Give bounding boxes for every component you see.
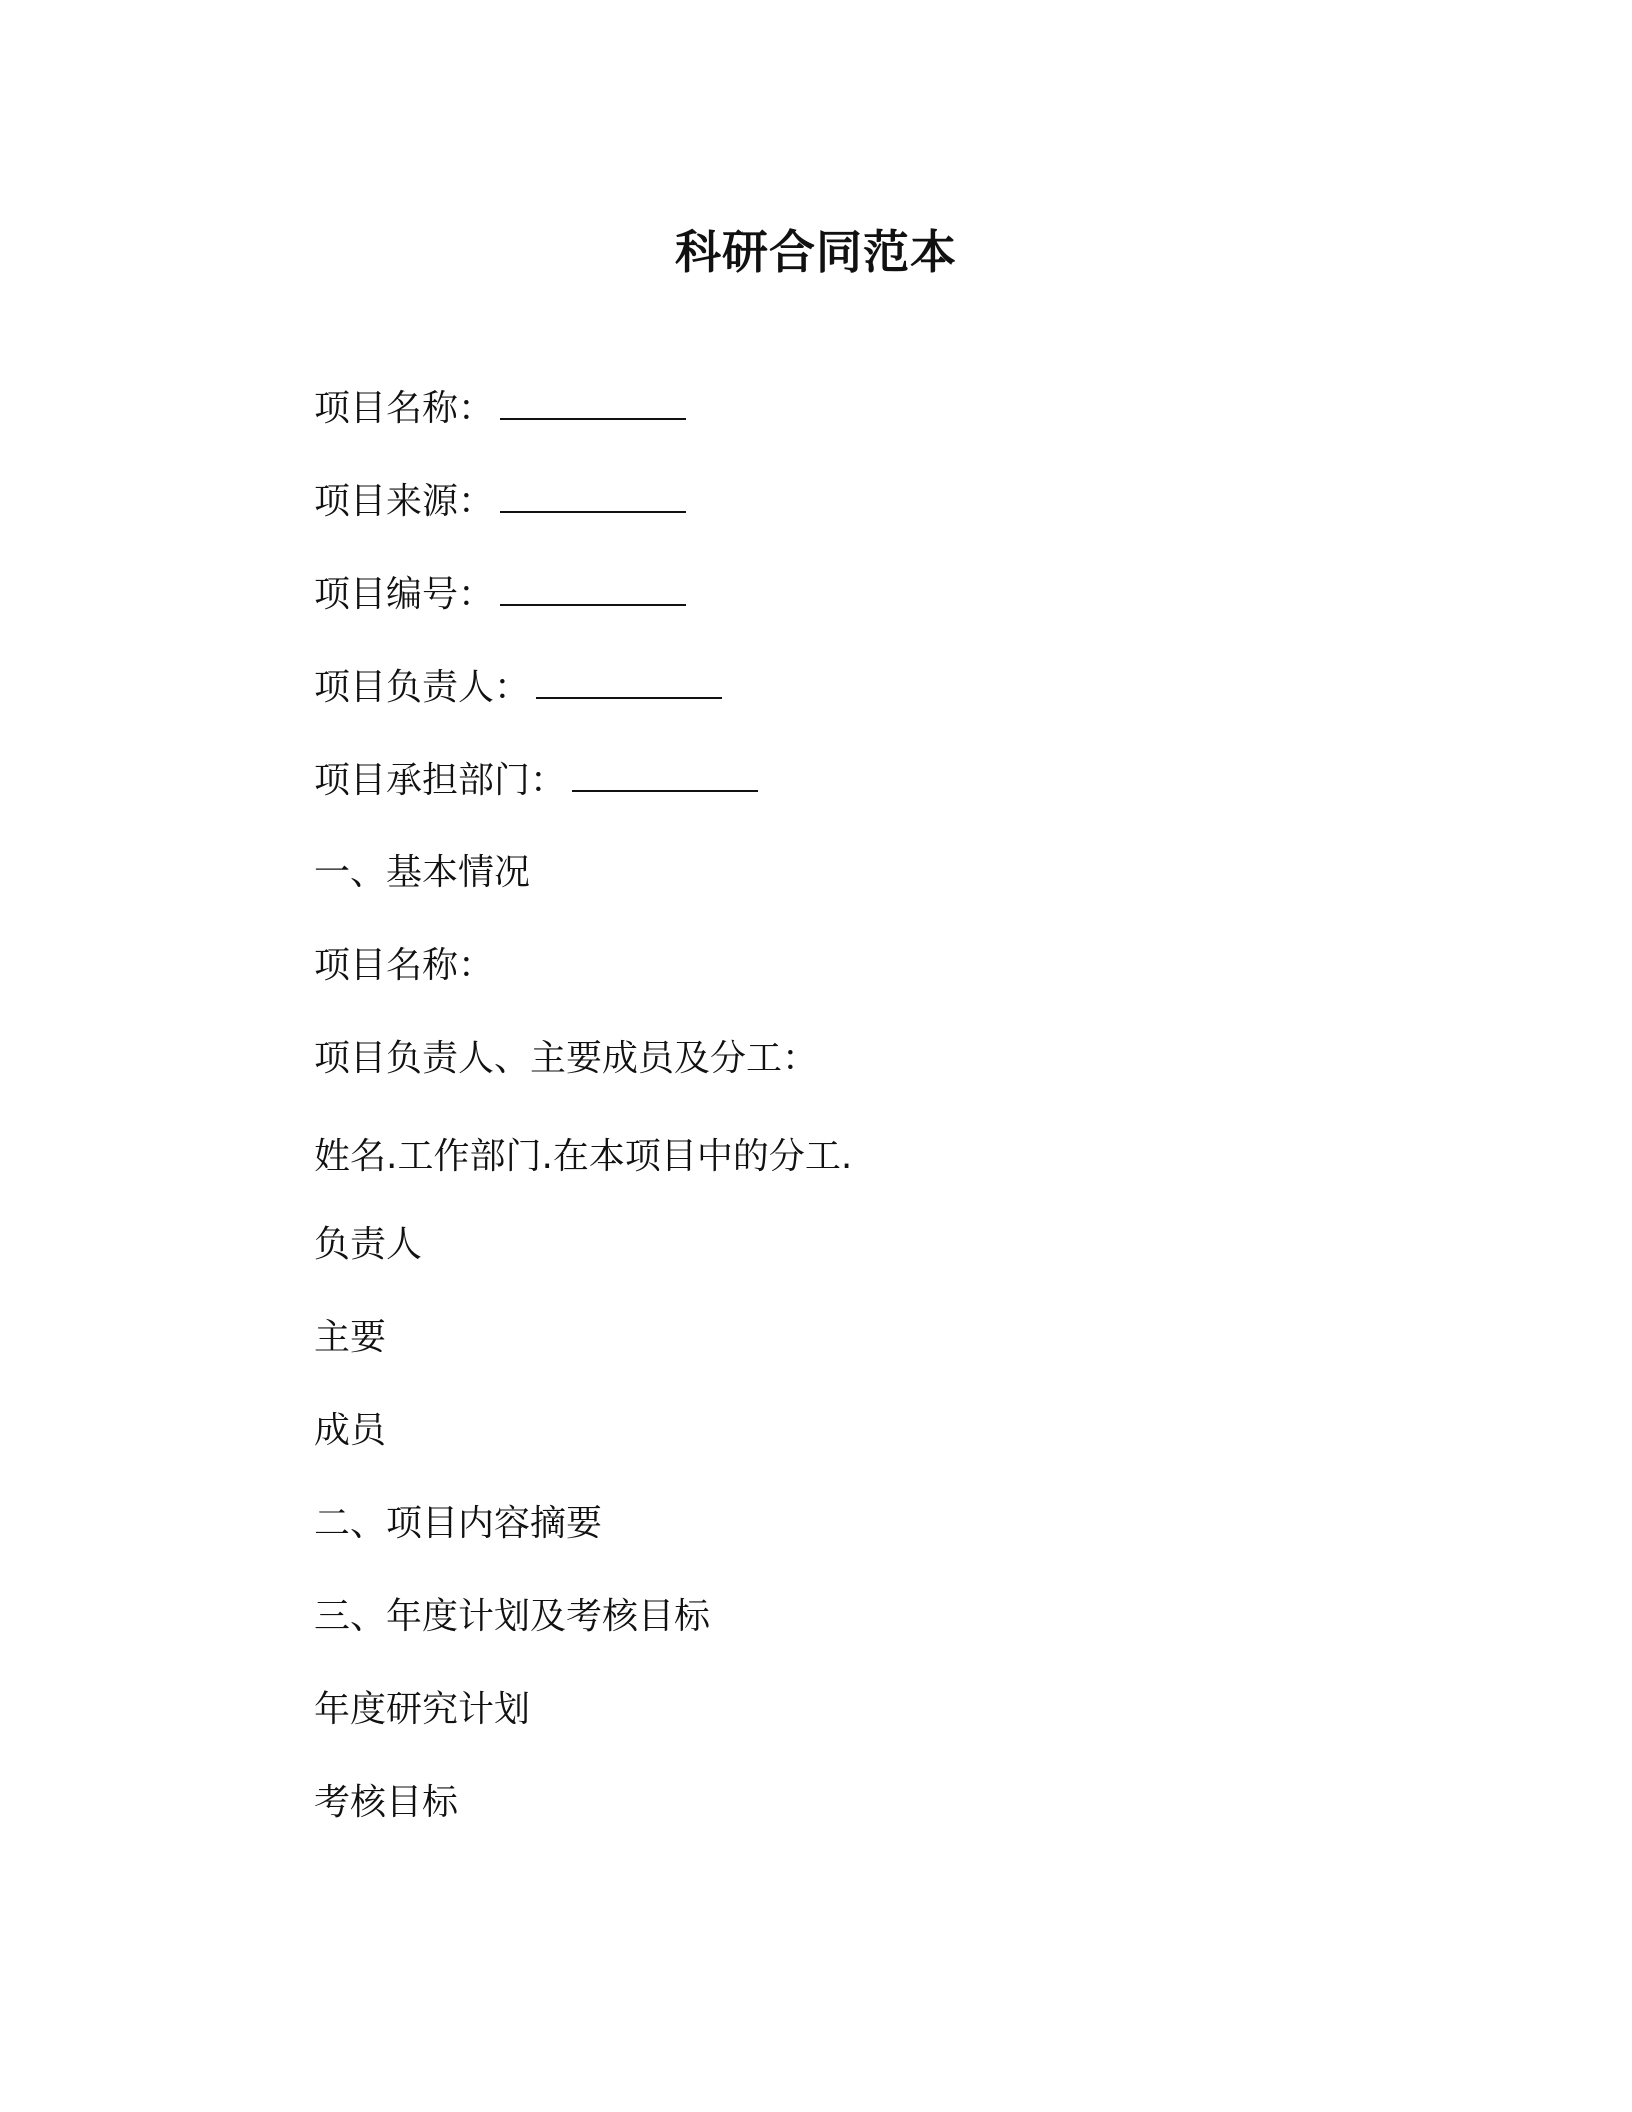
row-members: 成员: [314, 1410, 387, 1451]
field-project-source: [314, 477, 686, 526]
fill-in-blank: [536, 663, 722, 699]
row-leader: 负责人: [314, 1224, 423, 1265]
field-label: 项目编号：: [314, 574, 495, 615]
members-columns: 姓名.工作部门.在本项目中的分工.: [314, 1136, 853, 1177]
members-heading: 项目负责人、主要成员及分工：: [314, 1038, 819, 1079]
field-label: 项目承担部门：: [314, 760, 567, 801]
field-label: 项目名称：: [314, 388, 495, 429]
fill-in-blank: [500, 477, 686, 513]
fill-in-blank: [572, 756, 758, 792]
assessment-target: 考核目标: [314, 1782, 459, 1823]
field-label: 项目来源：: [314, 481, 495, 522]
field-project-name: [314, 384, 686, 433]
section-3-heading: 三、年度计划及考核目标: [314, 1596, 711, 1637]
document-title: 科研合同范本: [675, 225, 957, 279]
section-2-heading: 二、项目内容摘要: [314, 1503, 603, 1544]
section-1-heading: 一、基本情况: [314, 852, 531, 893]
row-main: 主要: [314, 1317, 387, 1358]
field-project-leader: [314, 663, 722, 712]
field-project-number: [314, 570, 686, 619]
fill-in-blank: [500, 384, 686, 420]
fill-in-blank: [500, 570, 686, 606]
field-label: 项目负责人：: [314, 667, 531, 708]
annual-plan: 年度研究计划: [314, 1689, 531, 1730]
field-project-department: [314, 756, 758, 805]
section-1-item-name: 项目名称：: [314, 945, 495, 986]
